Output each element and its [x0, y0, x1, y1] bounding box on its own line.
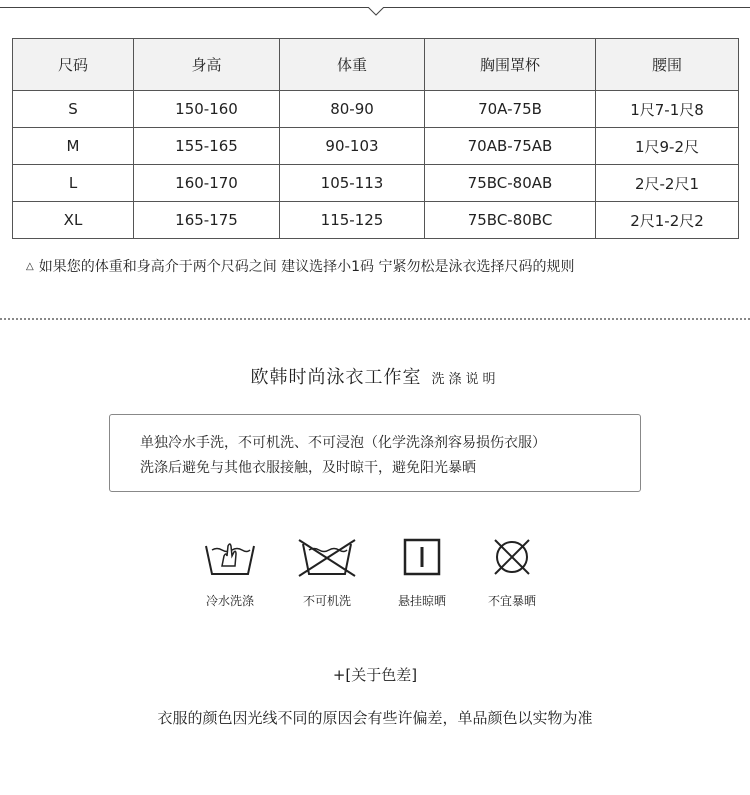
care-label-no-sun-dry: 不宜暴晒: [487, 594, 536, 608]
table-row: [13, 91, 739, 128]
header-height: 身高: [134, 39, 280, 91]
table-cell: 1尺7-1尺8: [596, 91, 739, 128]
care-item-no-sun-dry: [462, 536, 562, 609]
table-cell: 150-160: [134, 91, 280, 128]
care-item-hang-dry: [372, 536, 472, 609]
table-cell: 75BC-80BC: [425, 202, 596, 239]
table-cell: 75BC-80AB: [425, 165, 596, 202]
table-row: [13, 202, 739, 239]
care-label-no-machine-wash: 不可机洗: [302, 594, 351, 608]
no-machine-wash-icon: [295, 536, 359, 578]
size-advice-note: [26, 256, 575, 276]
wash-section-title: [0, 363, 750, 389]
table-row: [13, 128, 739, 165]
table-cell: 2尺1-2尺2: [596, 202, 739, 239]
table-cell: 115-125: [280, 202, 425, 239]
header-weight: 体重: [280, 39, 425, 91]
dotted-divider: [0, 318, 750, 320]
hand-wash-icon: [202, 536, 258, 578]
triangle-icon: △: [26, 261, 34, 272]
table-cell: 160-170: [134, 165, 280, 202]
table-cell: XL: [13, 202, 134, 239]
care-item-no-machine-wash: [277, 536, 377, 609]
table-cell: 80-90: [280, 91, 425, 128]
table-cell: 70A-75B: [425, 91, 596, 128]
no-sun-dry-icon: [491, 536, 533, 578]
table-cell: S: [13, 91, 134, 128]
header-size: 尺码: [13, 39, 134, 91]
table-cell: 2尺-2尺1: [596, 165, 739, 202]
wash-line-2: 洗涤后避免与其他衣服接触，及时晾干，避免阳光暴晒: [140, 460, 476, 476]
divider-notch-icon: [368, 7, 384, 17]
care-label-hang-dry: 悬挂晾晒: [397, 594, 446, 608]
header-bust-cup: 胸围罩杯: [425, 39, 596, 91]
hang-dry-icon: [401, 536, 443, 578]
table-cell: 90-103: [280, 128, 425, 165]
table-cell: 155-165: [134, 128, 280, 165]
wash-instructions-box: [109, 414, 641, 492]
size-table: [12, 38, 739, 239]
table-cell: 1尺9-2尺: [596, 128, 739, 165]
size-advice-text: 如果您的体重和身高介于两个尺码之间 建议选择小1码 宁紧勿松是泳衣选择尺码的规则: [38, 259, 575, 275]
table-cell: 165-175: [134, 202, 280, 239]
care-item-cold-wash: [180, 536, 280, 609]
table-cell: 105-113: [280, 165, 425, 202]
table-cell: 70AB-75AB: [425, 128, 596, 165]
care-label-cold-wash: 冷水洗涤: [205, 594, 254, 608]
wash-line-1: 单独冷水手洗，不可机洗、不可浸泡（化学洗涤剂容易损伤衣服）: [140, 435, 546, 451]
header-waist: 腰围: [596, 39, 739, 91]
table-row: [13, 165, 739, 202]
studio-name: 欧韩时尚泳衣工作室: [250, 367, 422, 388]
table-cell: L: [13, 165, 134, 202]
color-difference-text: 衣服的颜色因光线不同的原因会有些许偏差，单品颜色以实物为准: [157, 709, 593, 727]
table-header-row: [13, 39, 739, 91]
color-difference-title: +[关于色差]: [332, 666, 418, 684]
wash-instructions-heading: 洗涤说明: [431, 372, 500, 387]
table-cell: M: [13, 128, 134, 165]
